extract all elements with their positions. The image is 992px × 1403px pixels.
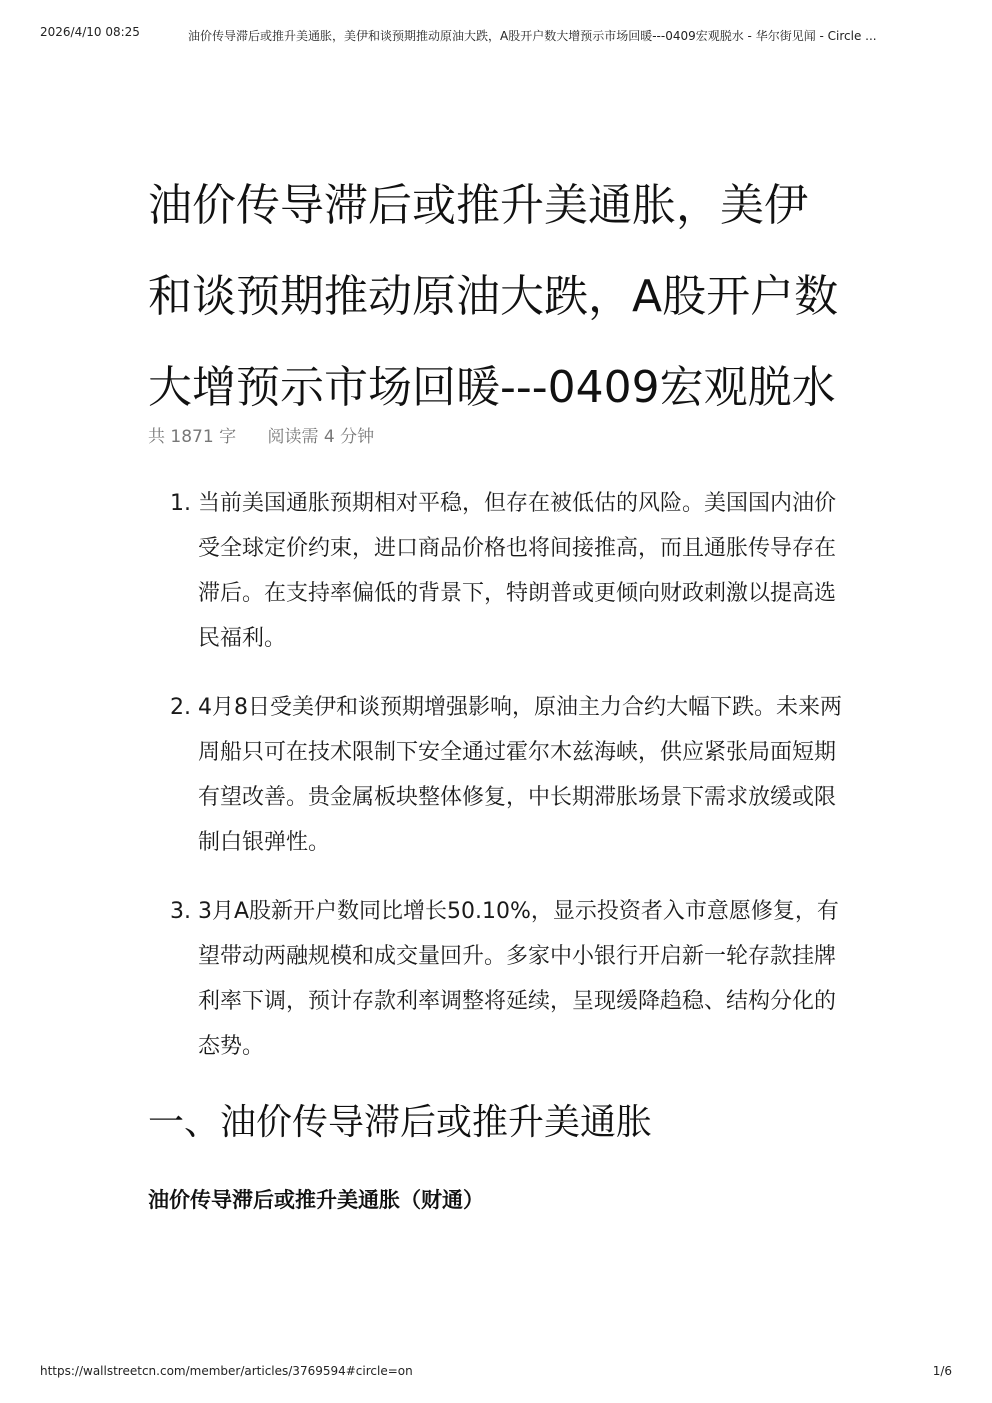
word-count: 共 1871 字 <box>148 427 237 447</box>
print-datetime: 2026/4/10 08:25 <box>40 25 140 39</box>
summary-number: 2. <box>170 695 191 720</box>
article-title: 油价传导滞后或推升美通胀，美伊和谈预期推动原油大跌，A股开户数大增预示市场回暖---0409宏观脱水 <box>148 180 839 413</box>
summary-item <box>148 685 848 865</box>
summary-text: 3月A股新开户数同比增长50.10%，显示投资者入市意愿修复，有望带动两融规模和成交量回升。多家中小银行开启新一轮存款挂牌利率下调，预计存款利率调整将延续，呈现缓降趋稳、结构分化的态势。 <box>198 899 839 1059</box>
summary-item <box>148 481 848 661</box>
summary-number: 3. <box>170 899 191 924</box>
section-heading: 一、油价传导滞后或推升美通胀 <box>148 1102 653 1143</box>
read-time: 阅读需 4 分钟 <box>267 427 375 447</box>
summary-text: 4月8日受美伊和谈预期增强影响，原油主力合约大幅下跌。未来两周船只可在技术限制下安全通过霍尔木兹海峡，供应紧张局面短期有望改善。贵金属板块整体修复，中长期滞胀场景下需求放缓或限制白银弹性。 <box>198 695 842 855</box>
print-url: https://wallstreetcn.com/member/articles/3769594#circle=on <box>40 1364 413 1378</box>
article <box>148 160 848 1215</box>
summary-text: 当前美国通胀预期相对平稳，但存在被低估的风险。美国国内油价受全球定价约束，进口商品价格也将间接推高，而且通胀传导存在滞后。在支持率偏低的背景下，特朗普或更倾向财政刺激以提高选民福利。 <box>198 491 837 651</box>
summary-item <box>148 889 848 1069</box>
print-footer <box>40 1364 952 1384</box>
print-page-title: 油价传导滞后或推升美通胀，美伊和谈预期推动原油大跌，A股开户数大增预示市场回暖---0409宏观脱水 - 华尔街见闻 - Circle ... <box>188 29 877 43</box>
page-number: 1/6 <box>932 1364 952 1378</box>
print-header <box>40 25 952 45</box>
summary-number: 1. <box>170 491 191 516</box>
summary-list <box>148 481 848 1069</box>
subsection-heading: 油价传导滞后或推升美通胀（财通） <box>148 1188 484 1212</box>
